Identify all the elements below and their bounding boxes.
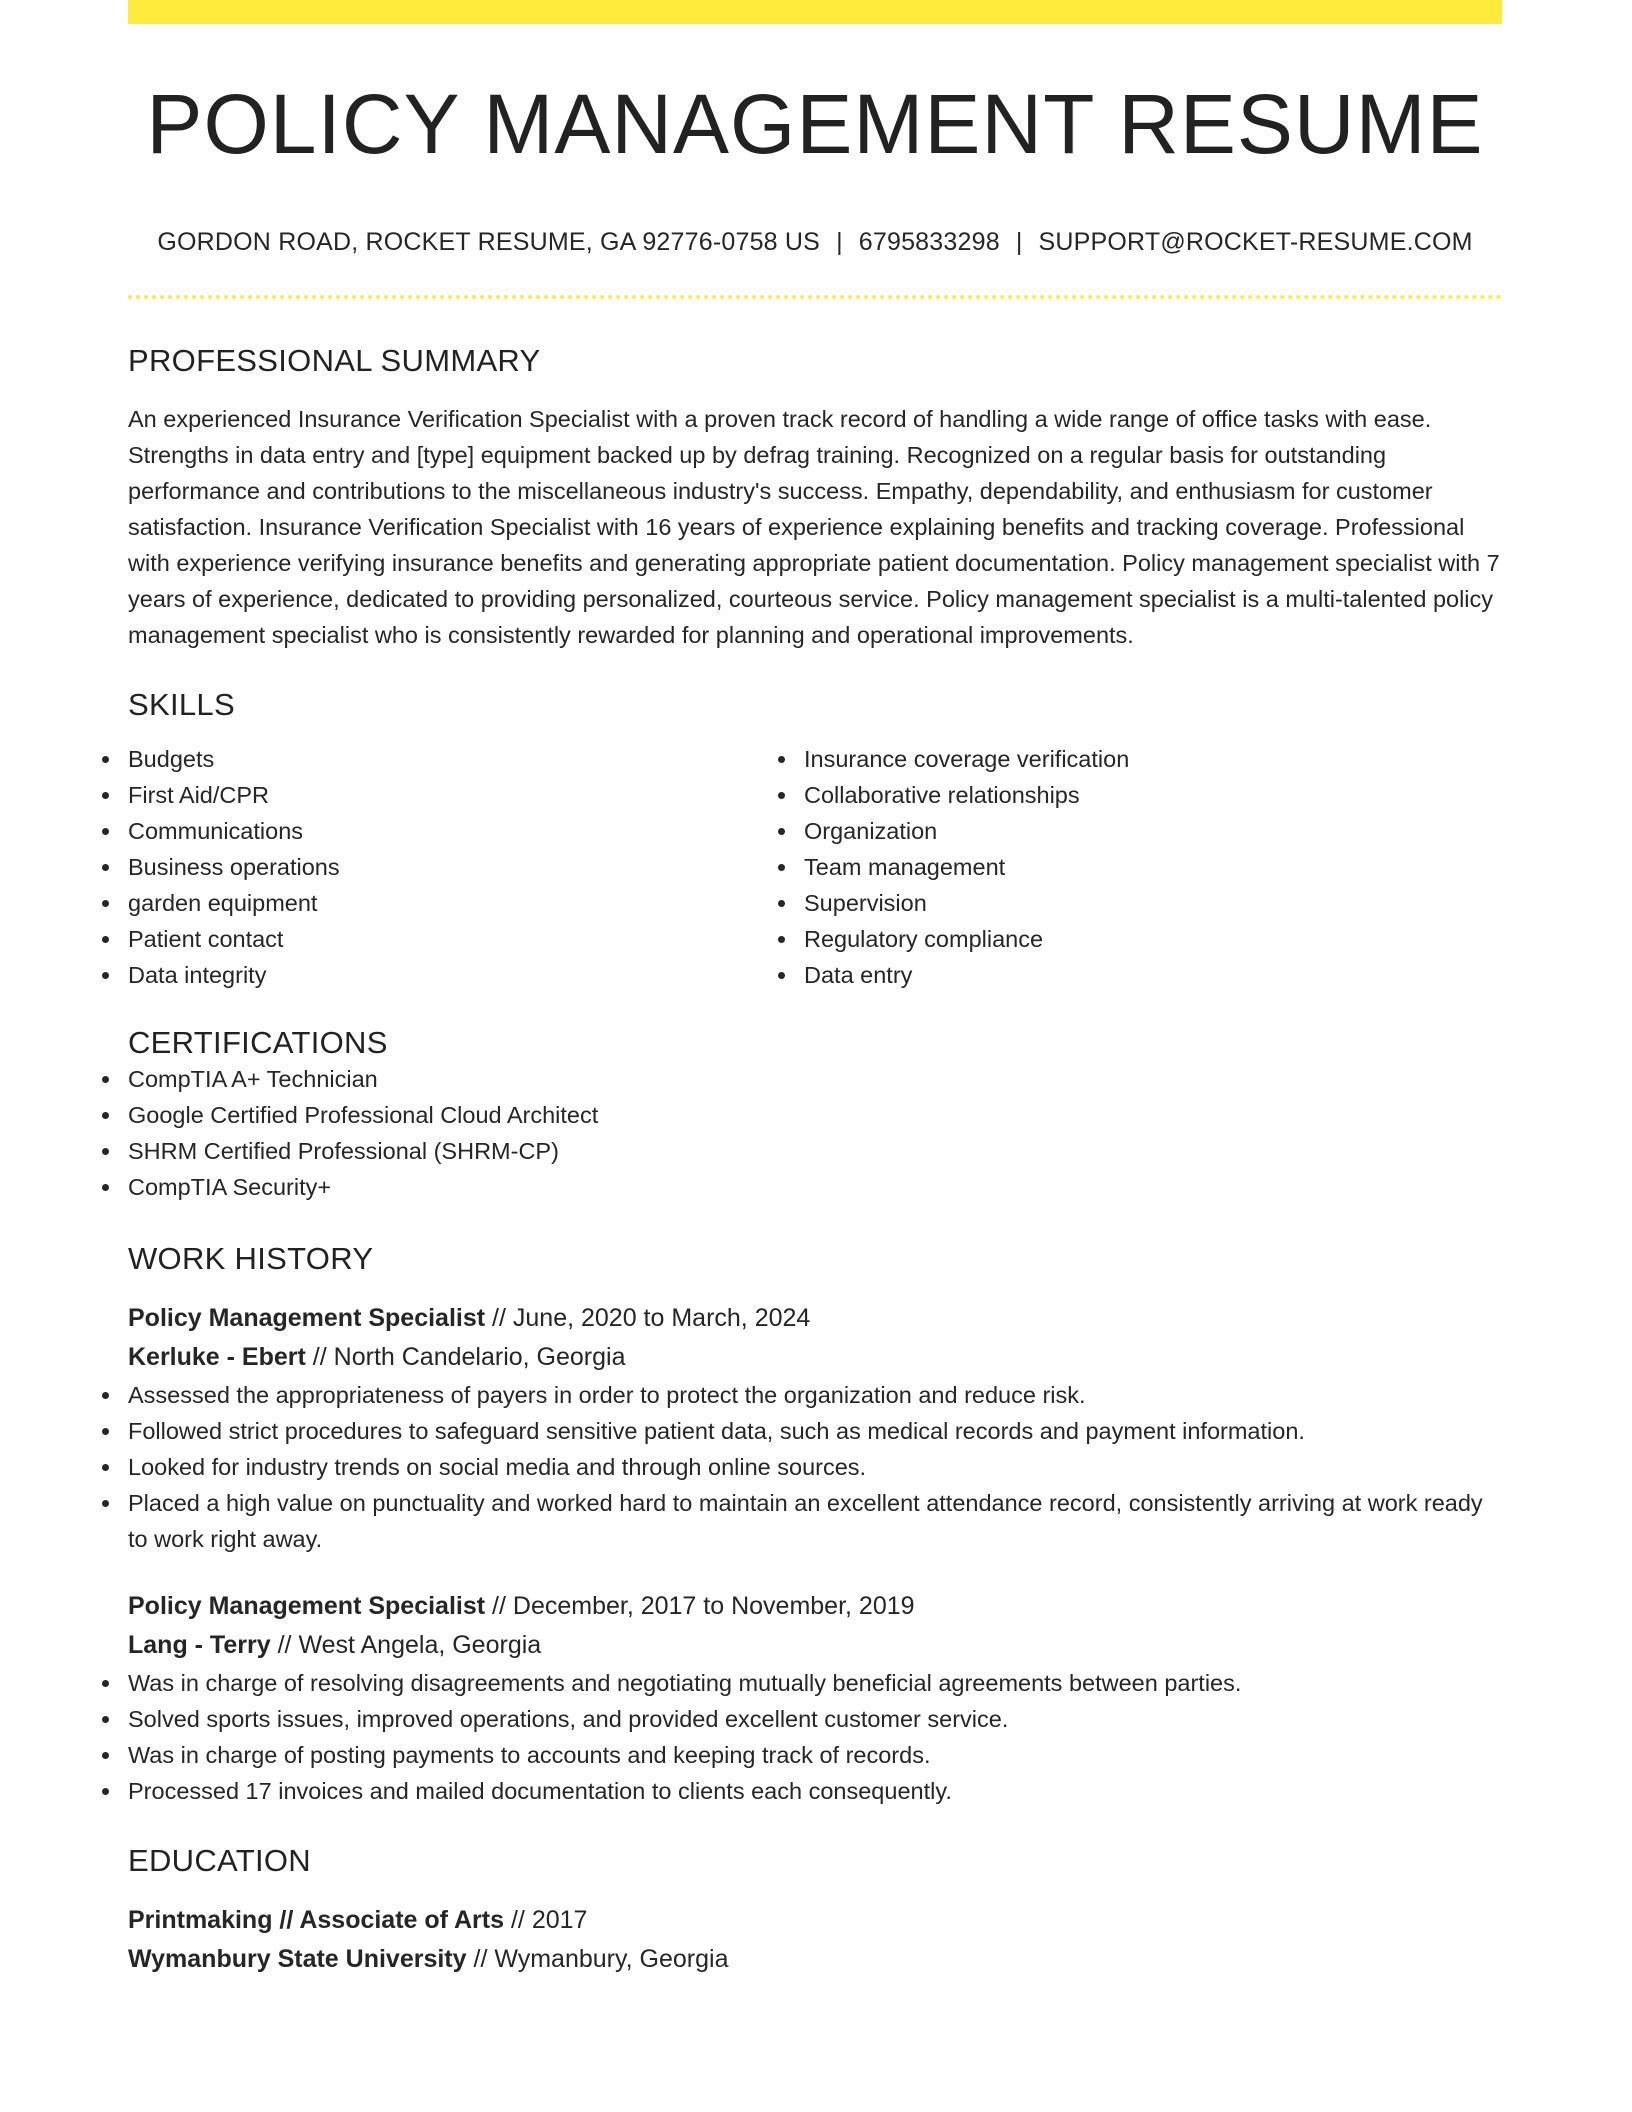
skill-label: Patient contact bbox=[128, 926, 284, 952]
certification-label: SHRM Certified Professional (SHRM-CP) bbox=[128, 1138, 559, 1164]
bullet-icon bbox=[102, 1752, 109, 1759]
skill-label: Business operations bbox=[128, 854, 340, 880]
resume-page bbox=[128, 0, 1502, 1979]
job-company-line bbox=[128, 1338, 1502, 1377]
bullet-icon bbox=[102, 1680, 109, 1687]
bullet-icon bbox=[778, 900, 785, 907]
bullet-icon bbox=[778, 936, 785, 943]
bullet-icon bbox=[778, 972, 785, 979]
contact-separator: | bbox=[836, 228, 843, 256]
list-item bbox=[128, 849, 804, 885]
summary-heading: PROFESSIONAL SUMMARY bbox=[128, 343, 541, 378]
resume-title: POLICY MANAGEMENT RESUME bbox=[146, 77, 1484, 171]
job-duties-list bbox=[128, 1665, 1502, 1809]
field-separator: // bbox=[492, 1592, 506, 1620]
certification-label: CompTIA A+ Technician bbox=[128, 1066, 378, 1092]
contact-phone: 6795833298 bbox=[858, 228, 1000, 256]
duty-text: Was in charge of posting payments to accounts and keeping track of records. bbox=[128, 1742, 931, 1768]
bullet-icon bbox=[778, 792, 785, 799]
list-item bbox=[128, 1377, 1502, 1413]
bullet-icon bbox=[102, 936, 109, 943]
bullet-icon bbox=[102, 1716, 109, 1723]
duty-text: Solved sports issues, improved operations, and provided excellent customer service. bbox=[128, 1706, 1009, 1732]
list-item bbox=[128, 1449, 1502, 1485]
job-duties-list bbox=[128, 1377, 1502, 1557]
list-item bbox=[804, 921, 1480, 957]
list-item bbox=[128, 741, 804, 777]
job-location: West Angela, Georgia bbox=[298, 1631, 542, 1659]
contact-separator: | bbox=[1015, 228, 1023, 256]
job-title-line bbox=[128, 1299, 1502, 1338]
bullet-icon bbox=[102, 1112, 109, 1119]
summary-text: An experienced Insurance Verification Specialist with a proven track record of handling a wide range of office tasks with ease. Strengths in data entry and [type] equipment backed up by defrag training. Recognized on a regular basis for outstanding performance and contributions to the miscellaneous industry's success. Empathy, dependability, and enthusiasm for customer satisfaction. Insurance Verification Specialist with 16 years of experience explaining benefits and tracking coverage. Professional with experience verifying insurance benefits and generating appropriate patient documentation. Policy management specialist with 7 years of experience, dedicated to providing personalized, courteous service. Policy management specialist is a multi-talented policy management specialist who is consistently rewarded for planning and operational improvements. bbox=[128, 406, 1500, 648]
job-title: Policy Management Specialist bbox=[128, 1304, 486, 1332]
job-entry bbox=[128, 1587, 1502, 1809]
skill-label: garden equipment bbox=[128, 890, 318, 916]
accent-top-bar bbox=[128, 0, 1502, 24]
skill-label: First Aid/CPR bbox=[128, 782, 270, 808]
certification-label: CompTIA Security+ bbox=[128, 1174, 332, 1200]
list-item bbox=[128, 777, 804, 813]
education-degree: Printmaking // Associate of Arts bbox=[128, 1906, 505, 1934]
skills-right-list bbox=[804, 741, 1480, 993]
job-entry bbox=[128, 1299, 1502, 1557]
list-item bbox=[128, 1773, 1502, 1809]
list-item bbox=[128, 885, 804, 921]
job-dates: June, 2020 to March, 2024 bbox=[512, 1304, 811, 1332]
list-item bbox=[128, 1701, 1502, 1737]
job-title: Policy Management Specialist bbox=[128, 1592, 486, 1620]
bullet-icon bbox=[102, 1076, 109, 1083]
list-item bbox=[128, 921, 804, 957]
skill-label: Data entry bbox=[804, 962, 913, 988]
certifications-heading: CERTIFICATIONS bbox=[128, 1025, 388, 1060]
duty-text: Followed strict procedures to safeguard sensitive patient data, such as medical records and payment information. bbox=[128, 1418, 1305, 1444]
bullet-icon bbox=[778, 828, 785, 835]
duty-text: Assessed the appropriateness of payers in order to protect the organization and reduce risk. bbox=[128, 1382, 1086, 1408]
field-separator: // bbox=[312, 1343, 327, 1371]
field-separator: // bbox=[510, 1906, 525, 1934]
list-item bbox=[128, 1133, 1502, 1169]
bullet-icon bbox=[102, 1500, 109, 1507]
skill-label: Budgets bbox=[128, 746, 215, 772]
duty-text: Processed 17 invoices and mailed documentation to clients each consequently. bbox=[128, 1778, 952, 1804]
list-item bbox=[128, 1737, 1502, 1773]
skill-label: Data integrity bbox=[128, 962, 267, 988]
skill-label: Supervision bbox=[804, 890, 927, 916]
field-separator: // bbox=[473, 1945, 488, 1973]
job-title-line bbox=[128, 1587, 1502, 1626]
bullet-icon bbox=[102, 972, 109, 979]
skills-heading: SKILLS bbox=[128, 687, 235, 722]
bullet-icon bbox=[102, 1428, 109, 1435]
bullet-icon bbox=[102, 828, 109, 835]
skill-label: Insurance coverage verification bbox=[804, 746, 1130, 772]
contact-email: SUPPORT@ROCKET-RESUME.COM bbox=[1038, 228, 1473, 256]
job-company: Lang - Terry bbox=[128, 1631, 271, 1659]
list-item bbox=[128, 1169, 1502, 1205]
list-item bbox=[804, 885, 1480, 921]
field-separator: // bbox=[492, 1304, 506, 1332]
job-company-line bbox=[128, 1626, 1502, 1665]
certifications-list bbox=[128, 1061, 1502, 1205]
skills-left-list bbox=[128, 741, 804, 993]
education-location: Wymanbury, Georgia bbox=[494, 1945, 729, 1973]
bullet-icon bbox=[102, 756, 109, 763]
list-item bbox=[128, 1061, 1502, 1097]
list-item bbox=[804, 849, 1480, 885]
job-location: North Candelario, Georgia bbox=[333, 1343, 626, 1371]
list-item bbox=[128, 1413, 1502, 1449]
bullet-icon bbox=[102, 1148, 109, 1155]
list-item bbox=[128, 1097, 1502, 1133]
certification-label: Google Certified Professional Cloud Architect bbox=[128, 1102, 599, 1128]
bullet-icon bbox=[102, 1184, 109, 1191]
list-item bbox=[128, 1485, 1502, 1557]
skill-label: Team management bbox=[804, 854, 1006, 880]
list-item bbox=[804, 813, 1480, 849]
list-item bbox=[128, 957, 804, 993]
bullet-icon bbox=[778, 864, 785, 871]
list-item bbox=[804, 957, 1480, 993]
education-school-line bbox=[128, 1940, 1502, 1979]
bullet-icon bbox=[102, 792, 109, 799]
list-item bbox=[804, 777, 1480, 813]
education-degree-line bbox=[128, 1901, 1502, 1940]
skill-label: Collaborative relationships bbox=[804, 782, 1080, 808]
duty-text: Was in charge of resolving disagreements and negotiating mutually beneficial agreements between parties. bbox=[128, 1670, 1242, 1696]
duty-text: Placed a high value on punctuality and worked hard to maintain an excellent attendance record, consistently arriving at work ready to work right away. bbox=[128, 1490, 1483, 1552]
bullet-icon bbox=[102, 1392, 109, 1399]
field-separator: // bbox=[277, 1631, 292, 1659]
contact-line bbox=[128, 228, 1502, 257]
work-history-heading: WORK HISTORY bbox=[128, 1241, 374, 1276]
bullet-icon bbox=[778, 756, 785, 763]
bullet-icon bbox=[102, 864, 109, 871]
list-item bbox=[804, 741, 1480, 777]
contact-address: GORDON ROAD, ROCKET RESUME, GA 92776-0758 US bbox=[157, 228, 821, 256]
job-company: Kerluke - Ebert bbox=[128, 1343, 306, 1371]
bullet-icon bbox=[102, 1788, 109, 1795]
bullet-icon bbox=[102, 900, 109, 907]
list-item bbox=[128, 813, 804, 849]
skill-label: Regulatory compliance bbox=[804, 926, 1044, 952]
skill-label: Communications bbox=[128, 818, 304, 844]
education-heading: EDUCATION bbox=[128, 1843, 311, 1878]
duty-text: Looked for industry trends on social media and through online sources. bbox=[128, 1454, 867, 1480]
job-dates: December, 2017 to November, 2019 bbox=[512, 1592, 915, 1620]
education-school: Wymanbury State University bbox=[128, 1945, 467, 1973]
education-year: 2017 bbox=[531, 1906, 588, 1934]
dotted-divider bbox=[128, 295, 1502, 299]
bullet-icon bbox=[102, 1464, 109, 1471]
skills-grid bbox=[128, 741, 1502, 993]
list-item bbox=[128, 1665, 1502, 1701]
skill-label: Organization bbox=[804, 818, 938, 844]
